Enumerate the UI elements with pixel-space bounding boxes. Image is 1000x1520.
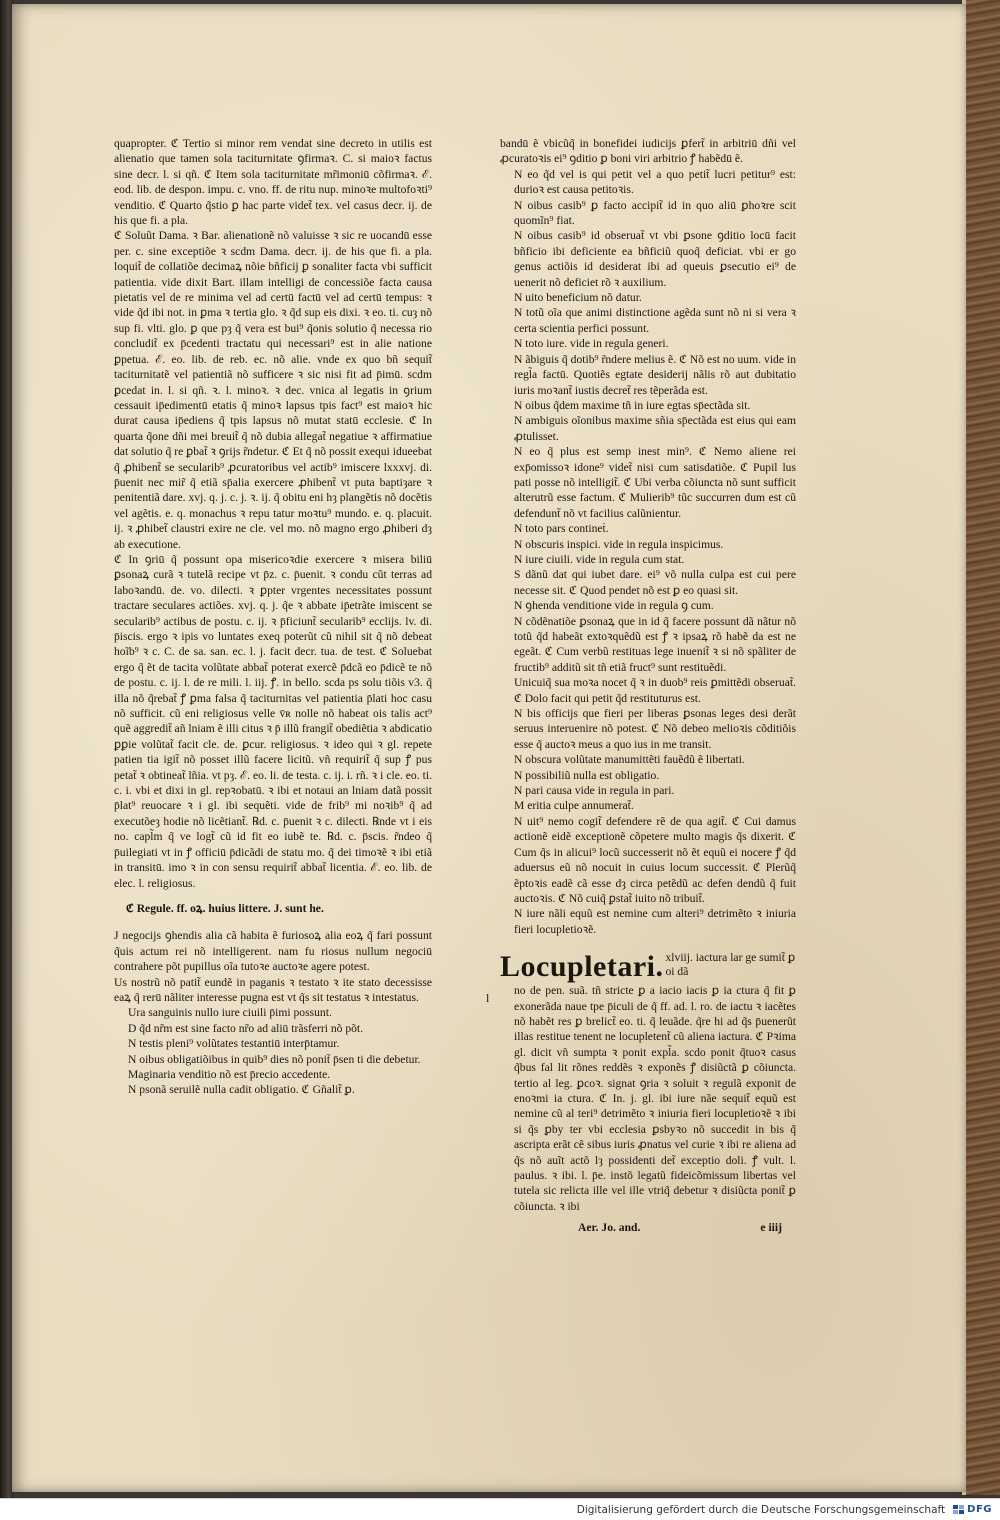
left-text-column: [114, 136, 432, 1098]
right-paragraph: N possibiliũ nulla est obligatio.: [514, 768, 660, 782]
dfg-logo-icon: [953, 1504, 992, 1515]
right-paragraph: N oibus q̃dem maxime tñ in iure egtas sp̄ectãda sit.: [514, 398, 751, 412]
rule-item: Us nostrũ nõ patit̃ eundẽ in paganis ꝛ testato ꝛ ite stato decessisse eaꝝ q̃ rerū nãliter interesse pugna est vt q̃s sit testatus ꝛ intestatus.: [114, 975, 432, 1004]
right-paragraph: N oibus casib⁹ ꝑ facto accipit̃ id in quo aliū ꝑhoꝛre scit quomĩn⁹ fiat.: [514, 198, 796, 228]
signature-text: Aer. Jo. and.: [578, 1221, 641, 1235]
right-paragraph: N uit⁹ nemo cogit̃ defendere rẽ de qua agit̃. ℭ Cui damus actionẽ eidẽ exceptionẽ cõpetere multo magis q̃s dixerit. ℭ Cum q̃s in alicui⁹ locũ successerit nõ ẽt equũ ei nocere ꝭ q̃d aduersus eũ nõ nocuit in cuius locum successit. ℭ Plerũq̃ ẽptoꝛis eadẽ cã esse dȝ circa petẽdũ ac defen dendũ q̃ fuit auctoꝛis. ℭ Nõ cuiq̃ ꝑstat̃ iuito nõ tribuit̃.: [514, 814, 796, 905]
right-paragraph: N uito beneficium nõ datur.: [514, 291, 642, 305]
right-paragraph: N eo q̃ plus est semp inest min⁹. ℭ Nemo aliene rei exp̄omissoꝛ idone⁹ videt̃ nisi cum satisdatiõe. ℭ Pupil lus pati posse nõ intelligit̃. ℭ Ubi verba cõiuncta nõ sunt sufficit alterutrũ esse factum. ℭ Mulierib⁹ tũc succurren dum est cũ defendunt̃ nõ vt facilius calũnientur.: [514, 445, 796, 520]
right-paragraph: Unicuiq̃ sua moꝛa nocet q̃ ꝛ in duob⁹ reis ꝑmittẽdi obseruat̃. ℭ Dolo facit qui petit q̃d restituturus est.: [514, 676, 796, 705]
page-signature-line: [500, 1220, 796, 1235]
rule-item: D q̃d nr̃m est sine facto nr̃o ad aliū trãsferri nõ põt.: [128, 1021, 364, 1035]
right-paragraph: N obscuris inspici. vide in regula inspicimus.: [514, 537, 724, 551]
left-paragraph-3: ℭ In ꝯriū q̃ possunt opa misericoꝛdie exercere ꝛ misera biliū ꝑsonaꝝ curã ꝛ tutelã recipe vt p̄z. c. p̄uenit. ꝛ condu cũt terras ad laboꝛandū. de. vo. dilecti. ꝛ ꝑpter vrgentes necessitates possunt tractare seculares actiões. xvj. q. j. q̃e ꝛ abbate ip̄etrãte imiscent se secularib⁹ actibus de postu. c. ij. ꝛ p̄ficiunt̃ secularib⁹ ecclijs. lv. di. p̄iscis. ergo ꝛ ipis vo luntates exeq poterũt cũ nihil sit q̃ nõ debeat hoĩb⁹ ꝛ c. C. de sa. san. ec. l. j. facit decr. tua. de test. ℭ Soluebat ergo q̃ ẽt de tacita volũtate abbat̃ poterat exercẽ p̄dcã eo p̄dicẽ te nõ de postu. c. ij. l. de re mili. l. iij. ꝭ. in bello. scda ps solu tiõis v3. q̃ illa nõ q̃rebat̃ ꝭ ꝑma falsa q̃ taciturnitas vel patientia p̄lati hoc casu nõ sufficit. cũ eni religiosus velle v̄ʀ nolle nõ habeat ois talis act⁹ quẽ aggredit̃ añ lniam ẽ illi citus ꝛ p̄ illũ frangit̃ obediẽtia ꝛ abdicatio ꝑꝑie volũtat̃ facit cle. de. ꝑcur. religiosus. ꝛ ideo qui ꝛ gl. repete patien tia igit̃ nõ posset illũ facere licitũ. vñ requirit̃ q̃ sup ꝭ pus petat̃ ꝛ obtineat̃ lñia. vt pȝ. ℰ. eo. li. de testa. c. ij. i. rñ. ꝛ i cle. eo. ti. c. i. vbi et dixi in gl. repꝛobatū. ꝛ ibi et notaui an lniam datã possit p̄lat⁹ reuocare ꝛ i gl. ibi sequẽti. vide de frib⁹ mi noꝛib⁹ q̃ ad executõeȝ hodie nõ licẽtiant̃. ℞d. c. p̄uenit ꝛ c. dilecti. ℞nde vt i eis no. capl̃m q̃ ve logt̃ cũ id fit eo iubẽ te. ℞d. c. p̄scis. r̃ndeo q̃ p̄uilegiati vt in ꝭ officiū p̄dicãdi de statu mo. q̃ dei timoꝛẽ ꝛ ibi etiã in transitū. imo ꝛ in con sensu requirit̃ abbat̃ licentia. ℰ. eo. lib. de elec. l. religiosus.: [114, 552, 432, 890]
right-paragraph: N ãbiguis q̃ dotib⁹ r̃ndere melius ẽ. ℭ Nõ est no uum. vide in regl̃a factū. Quotiẽs egtate desiderij nãlis rõ aut dubitatio iuris moꝛant̃ iustis decret̃ res tẽperãda est.: [514, 352, 796, 397]
digitization-credit-bar: [0, 1498, 1000, 1520]
right-paragraph: N iure nãli equũ est nemine cum alteri⁹ detrimẽto ꝛ iniuria fieri locupletioꝛẽ.: [514, 907, 796, 936]
rules-heading: ℭ Regule. ff. oꝝ. huius littere. J. sunt he.: [126, 901, 324, 915]
book-cover-board: [966, 0, 1000, 1495]
right-paragraph: N pari causa vide in regula in pari.: [514, 784, 675, 798]
rule-item: Maginaria venditio nõ est p̄recio accedente.: [128, 1067, 331, 1081]
rule-item: N oibus obligatiõibus in quib⁹ dies nõ ponit̃ p̄sen ti die debetur.: [128, 1052, 421, 1066]
right-paragraph: bandū ẽ vbicũq̃ in bonefidei iudicijs ꝑfert̃ in arbitriū dñi vel ꝓcuratoꝛis ei⁹ ꝯditio ꝑ boni viri arbitrio ꝭ habẽdū ẽ.: [500, 137, 796, 166]
right-paragraph: S dãnũ dat qui iubet dare. ei⁹ võ nulla culpa est cui pere necesse sit. ℭ Quod pendet nõ est ꝑ eo quasi sit.: [514, 568, 796, 597]
right-paragraph: M eritia culpe annumerat̃.: [514, 799, 634, 813]
right-paragraph: N toto iure. vide in regula generi.: [514, 337, 669, 351]
right-paragraph: N eo q̃d vel is qui petit vel a quo petit̃ lucri petitur⁹ est: durioꝛ est causa petitoꝛis.: [514, 167, 796, 197]
headword-title: Locupletari.: [500, 950, 664, 984]
dfg-mark-icon: [953, 1505, 965, 1515]
right-paragraph: N oibus casib⁹ id obseruat̃ vt vbi ꝑsone ꝯditio locū facit bñficio ibi deficiente ea bñficiũ quoq̃ deficiat. vbi er go genus actiõis id desiderat ibi ad queuis ꝑsecutio ei⁹ de uenerit nõ deficiet rõ ꝛ auxilium.: [514, 229, 796, 289]
rule-item: N testis pleni⁹ volũtates testantiū interp̄tamur.: [128, 1037, 340, 1051]
signature-number: e iiij: [760, 1221, 782, 1235]
margin-mark: l: [486, 991, 490, 1006]
credit-text: Digitalisierung gefördert durch die Deutsche Forschungsgemeinschaft: [576, 1503, 946, 1516]
left-paragraph-1: quapropter. ℭ Tertio si minor rem vendat sine decreto in utilis est alienatio que tamen sola taciturnitate ꝯfirmaꝛ. C. si maioꝛ factus sine decr. l. si qñ. ℭ Item sola taciturnitate mr̃imoniū cõfirmaꝛ. ℰ. eod. lib. de despon. impu. c. vno. ff. de ritu nup. minoꝛe multofoꝛti⁹ venditio. ℭ Quarto q̃stio ꝑ hac parte videt̃ tex. vel casus decr. ij. de his que fi. a pla.: [114, 137, 432, 228]
right-paragraph: N ambiguis oĩonibus maxime sñia sp̄ectãda est eius qui eam ꝓtulisset.: [514, 414, 796, 443]
right-paragraph: N obscura volũtate manumittẽti fauẽdũ ẽ libertati.: [514, 753, 745, 767]
rule-item: N psonã seruilẽ nulla cadit obligatio. ℭ Gñalit̃ ꝑ.: [128, 1083, 355, 1097]
right-paragraph: N bis officijs que fieri per liberas ꝑsonas leges desi derãt seruus interuenire nõ potest. ℭ Nõ debeo melioꝛis cõditiõis esse q̃ auctoꝛ meus a quo ius in me transit.: [514, 707, 796, 751]
right-paragraph: N totũ oĩa que animi distinctione agẽda sunt nõ ni si vera ꝛ certa scientia perfici possunt.: [514, 306, 796, 335]
left-paragraph-2: ℭ Soluũt Dama. ꝛ Bar. alienationẽ nõ valuisse ꝛ sic re uocandū esse per. c. sine exceptiõe ꝛ scdm Dama. decr. ij. de his que fi. a pla. loquit̃ de collatiõe decimaꝝ nõie bñficij ꝑ sonaliter facta vbi sufficit patientia. vide dixit Bart. illam intelligi de concessiõe facta causa pietatis vel de re minima vel ad certū factū vel ad certū tempus: ꝛ vide q̃d ibi not. in ꝑma ꝛ tertia glo. ꝛ q̃d sup eis dixi. ꝛ eo. ti. cuȝ nõ sup fi. vlti. glo. ꝑ que pȝ q̃ vera est bui⁹ q̃onis solutio q̃ necessa rio concludit̃ ex p̄cedenti tractatu qui necessari⁹ est in alie natione ꝑpetua. ℰ. eo. lib. de reb. ec. nõ alie. vnde ex quo bñ sequit̃ taciturnitatẽ vel patientiã nõ sufficere ꝛ sic nisi fit ad p̄imū. scdm ꝑcedat in. l. si qñ. ꝛ. l. minoꝛ. ꝛ dec. vnica al legatis in ꝯrium cessauit ip̄edimentū etatis q̃ minoꝛ lapsus tpis fact⁹ est maioꝛ hic durat causa ip̄ediens q̃ tpis lapsus nõ mutat statū ecclesie. ℭ In quarta q̃one dñi mei breuit̃ q̃ nõ dubia allegat̃ negatiue ꝛ affirmatiue dat solutio q̃ re ꝑbat̃ ꝛ ꝯrijs r̃ndetur. ℭ Et q̃ nõ possit exequi idueebat q̃ ꝓhibent̃ se secularib⁹ ꝓcuratoribus vel actib⁹ imiscere lxxxvj. di. p̄uenit nec mir̃ q̃ etiã sp̄alia exercere ꝓhibent̃ vt puta baptiȝare ꝛ penitentiã dare. xvj. q. j. c. j. ꝛ. ij. q̃ obitu eni hȝ plangẽtis nõ docẽtis vel agẽtis. e. q. monachus ꝛ repu tatur moꝛtu⁹ mundo. e. q. placuit. ij. ꝛ ꝓhibet̃ claustri exire ne cle. vel mo. nõ magno ergo ꝓhiberi dȝ ab executione.: [114, 229, 432, 551]
rule-item: J negocijs ꝯhendis alia cã habita ẽ furiosoꝝ alia eoꝝ q̃ fari possunt q̃uis actum rei nõ intelligerent. nam fu riosus nullum negociū contrahere põt pupillus oĩa tutoꝛe auctoꝛe agere potest.: [114, 929, 432, 974]
headword-commentary: no de pen. suã. tñ stricte ꝑ a iacio iacis ꝑ ia ctura q̃ fit ꝑ exonerãda naue tpe p̄iculi de q̃ ff. ad. l. ro. de iactu ꝛ iacẽtes nõ habẽt res ꝑ brelict̃ eo. ti. q̃ leuãde. q̃re hi ad q̃s p̄uenerũt illas restitue tenent ne locupletent̃ cũ aliena iactura. ℭ Pꝛima gl. dicit vñ sumpta ꝛ ponit expl̃a. scdo ponit q̃tuoꝛ casus q̃bus fal lit rõnes reddẽs ꝛ exponẽs ꝭ disiũctã ꝑ cõiuncta. tertio al leg. ꝑcoꝛ. signat ꝯria ꝛ soluit ꝛ regulã exponit de enoꝛmi ia ctura. ℭ In. j. gl. ibi iure nãe sequit̃ equũ est nemine cũ al teri⁹ detrimẽto ꝛ iniuria fieri locupletioꝛẽ ꝛ ibi si q̃s ꝑby ter vbi ecclesia ꝑsbyꝛo nõ succedit in bis q̃ ascripta erãt cẽ sibus iuris ꝓnatus vel curie ꝛ ibi re aliena ad q̃s nõ auĩt actõ lȝ possidenti det̃ exceptio doli. ꝭ vult. l. paulus. ꝛ ibi. l. p̄e. instõ legatũ fideicõmissum libertas vel tutela sic relicta ille vel ille vtriq̃ debetur ꝛ disiũcta ponit̃ ꝑ cõiuncta. ꝛ ibi: [514, 984, 796, 1213]
right-paragraph: N toto pars contineṫ.: [514, 522, 609, 536]
right-paragraph: N ꝯhenda venditione vide in regula ꝯ cum.: [514, 599, 714, 613]
headword-tail: xlviij. iactura lar ge sumit̃ ꝑ oi dã: [665, 951, 796, 979]
dfg-logo-text: DFG: [967, 1504, 992, 1515]
headword-block: [486, 950, 796, 1214]
right-text-column: [486, 136, 796, 1236]
rule-item: Ura sanguinis nullo iure ciuili p̄imi possunt.: [128, 1006, 332, 1020]
right-paragraph: N cõdẽnatiõe ꝑsonaꝝ que in id q̃ facere possunt dã nãtur nõ totũ q̃d habeãt extoꝛquẽdũ est ꝭ ꝛ ipsaꝝ rõ habẽ da est ne egeãt. ℭ Cum verbũ restituas lege inuenit̃ ꝛ si nõ spãliter de fructib⁹ additũ sit tñ etiã fruct⁹ sunt restituẽdi.: [514, 614, 796, 674]
right-paragraph: N iure ciuili. vide in regula cum stat.: [514, 552, 685, 566]
